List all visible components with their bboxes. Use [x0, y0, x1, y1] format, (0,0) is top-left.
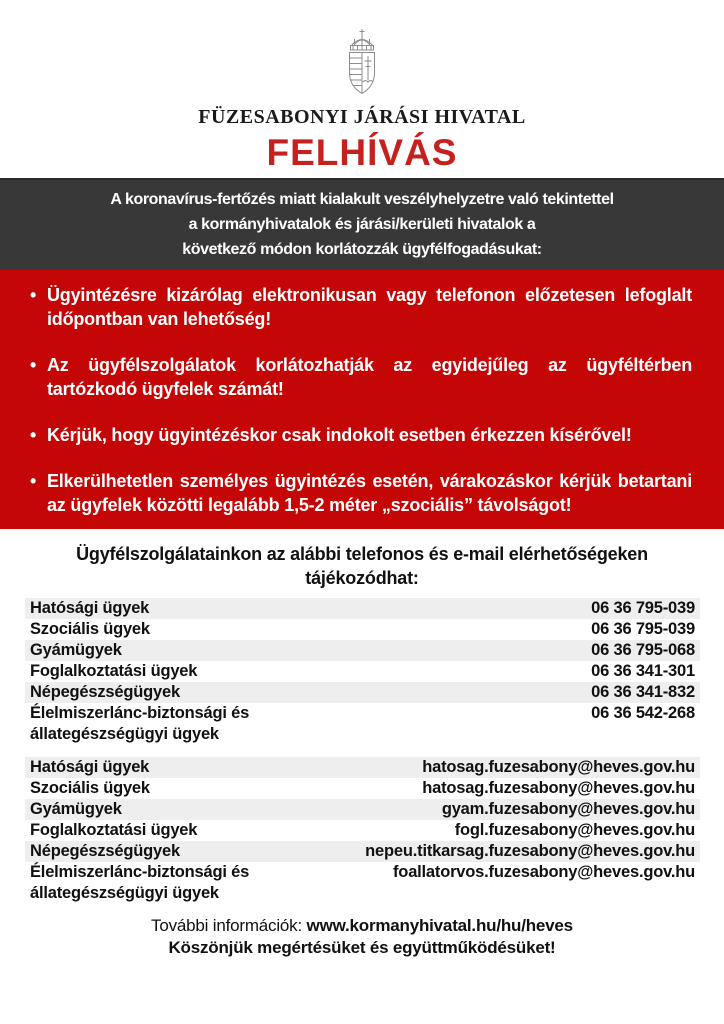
phone-contacts-table — [25, 598, 700, 745]
contact-row-value: 06 36 795-039 — [591, 620, 695, 638]
footer-info-url: www.kormanyhivatal.hu/hu/heves — [306, 916, 573, 935]
contact-row — [25, 703, 700, 745]
contact-row-value: nepeu.titkarsag.fuzesabony@heves.gov.hu — [365, 842, 695, 860]
contact-row-value: fogl.fuzesabony@heves.gov.hu — [454, 821, 695, 839]
contact-row — [25, 640, 700, 661]
contact-row-value: foallatorvos.fuzesabony@heves.gov.hu — [393, 863, 695, 881]
contacts-heading-line1: Ügyfélszolgálatainkon az alábbi telefonos és e-mail elérhetőségeken — [76, 544, 648, 564]
contact-row-label: Gyámügyek — [30, 800, 122, 818]
intro-banner-line: A koronavírus-fertőzés miatt kialakult veszélyhelyzetre való tekintettel — [110, 191, 614, 208]
restriction-bullet-text: Az ügyfélszolgálatok korlátozhatják az egyidejűleg az ügyféltérben tartózkodó ügyfelek számát! — [47, 355, 692, 399]
contact-row-label: Gyámügyek — [30, 641, 122, 659]
contact-row — [25, 661, 700, 682]
contact-row — [25, 841, 700, 862]
intro-banner-line: következő módon korlátozzák ügyfélfogadásukat: — [182, 241, 542, 258]
restriction-bullet-item — [30, 423, 692, 447]
bullet-dot-icon: • — [30, 285, 37, 305]
intro-banner-line: a kormányhivatalok és járási/kerületi hivatalok a — [188, 216, 536, 233]
contacts-heading — [0, 542, 724, 590]
bullet-dot-icon: • — [30, 425, 37, 445]
contact-row-value: 06 36 341-301 — [591, 662, 695, 680]
contact-row-value: gyam.fuzesabony@heves.gov.hu — [441, 800, 695, 818]
intro-banner — [0, 178, 724, 270]
restriction-bullet-text: Ügyintézésre kizárólag elektronikusan vagy telefonon előzetesen lefoglalt időpontban van lehetőség! — [47, 285, 692, 329]
contacts-heading-line2: tájékozódhat: — [305, 568, 419, 588]
restrictions-box — [0, 270, 724, 529]
restriction-bullet-item — [30, 469, 692, 517]
contact-row-label: Foglalkoztatási ügyek — [30, 662, 198, 680]
restriction-bullet-item — [30, 283, 692, 331]
contact-row — [25, 778, 700, 799]
contact-row — [25, 820, 700, 841]
contact-row — [25, 799, 700, 820]
footer-thanks-line: Köszönjük megértésüket és együttműködésüket! — [168, 938, 556, 957]
restriction-bullet-text: Kérjük, hogy ügyintézéskor csak indokolt esetben érkezzen kísérővel! — [47, 425, 632, 445]
bullet-dot-icon: • — [30, 471, 37, 491]
restriction-bullet-text: Elkerülhetetlen személyes ügyintézés esetén, várakozáskor kérjük betartani az ügyfelek közötti legalább 1,5-2 méter „szociális” távolságot! — [47, 471, 692, 515]
contact-row — [25, 757, 700, 778]
footer-info-line — [0, 915, 724, 937]
contact-row-label: Hatósági ügyek — [30, 758, 150, 776]
contact-row-label: Szociális ügyek — [30, 779, 150, 797]
notice-title: FELHÍVÁS — [266, 132, 458, 173]
header — [0, 0, 724, 173]
contact-row — [25, 862, 700, 904]
bullet-dot-icon: • — [30, 355, 37, 375]
contact-row-label: Népegészségügyek — [30, 683, 180, 701]
contact-row — [25, 619, 700, 640]
contact-row-label: Élelmiszerlánc-biztonsági és állategészségügyi ügyek — [30, 704, 250, 743]
contact-row-value: hatosag.fuzesabony@heves.gov.hu — [422, 779, 695, 797]
contact-row-label: Élelmiszerlánc-biztonsági és állategészségügyi ügyek — [30, 863, 250, 902]
contact-row-label: Foglalkoztatási ügyek — [30, 821, 198, 839]
hungarian-coat-of-arms-icon — [343, 28, 381, 96]
contact-row-value: hatosag.fuzesabony@heves.gov.hu — [422, 758, 695, 776]
contact-row-value: 06 36 542-268 — [591, 704, 695, 722]
contact-row-label: Népegészségügyek — [30, 842, 180, 860]
footer — [0, 915, 724, 959]
contact-row-value: 06 36 795-068 — [591, 641, 695, 659]
contact-row — [25, 682, 700, 703]
office-name: FÜZESABONYI JÁRÁSI HIVATAL — [198, 106, 526, 128]
contact-row-value: 06 36 795-039 — [591, 599, 695, 617]
contact-row-label: Hatósági ügyek — [30, 599, 150, 617]
contact-row — [25, 598, 700, 619]
email-contacts-table — [25, 757, 700, 904]
contact-row-value: 06 36 341-832 — [591, 683, 695, 701]
contact-row-label: Szociális ügyek — [30, 620, 150, 638]
restriction-bullet-item — [30, 353, 692, 401]
footer-info-label: További információk: — [151, 916, 303, 935]
